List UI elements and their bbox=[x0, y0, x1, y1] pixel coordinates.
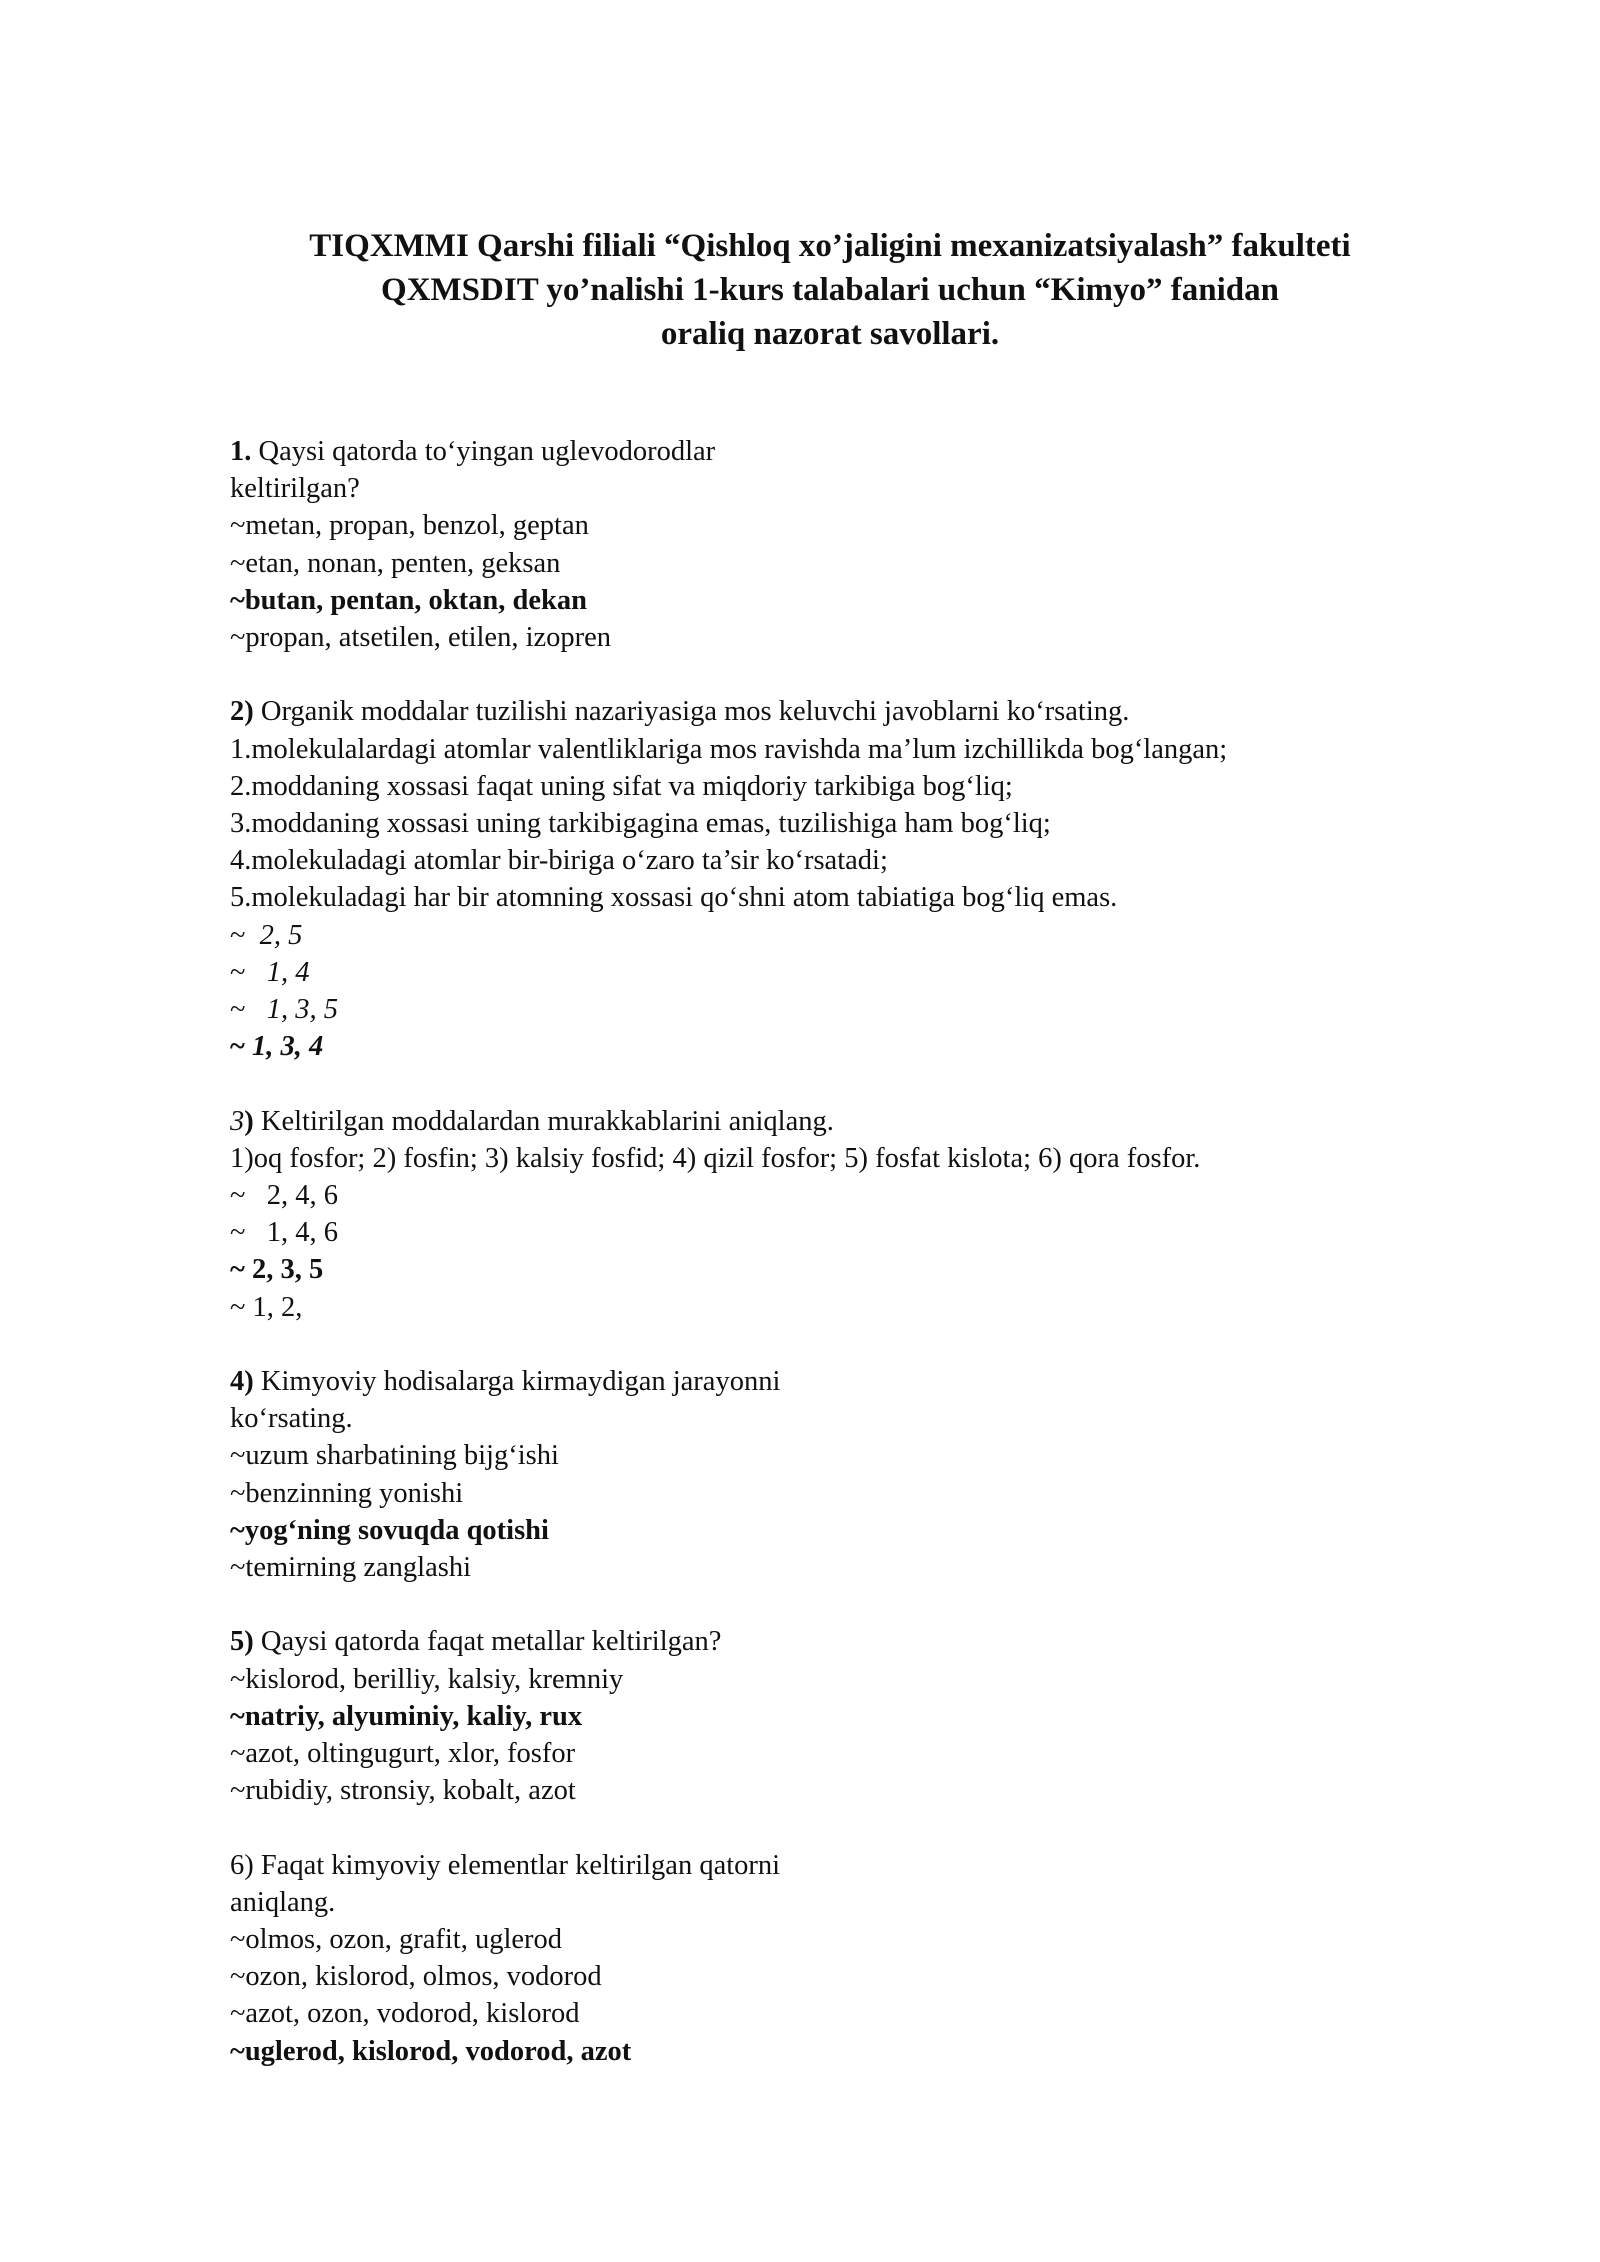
question-6-text-cont: aniqlang. bbox=[230, 1886, 336, 1918]
statement: 1.molekulalardagi atomlar valentliklariga mos ravishda ma’lum izchillikda bog‘langan; bbox=[230, 733, 1228, 765]
answer-option: ~azot, oltingugurt, xlor, fosfor bbox=[230, 1738, 576, 1770]
question-number: 5) bbox=[230, 1626, 254, 1658]
title-line-2: QXMSDIT yo’nalishi 1-kurs talabalari uchun “Kimyo” fanidan bbox=[381, 272, 1279, 308]
questions-list bbox=[230, 433, 1430, 2107]
option-tilde: ~ bbox=[230, 994, 260, 1026]
answer-option-correct: ~butan, pentan, oktan, dekan bbox=[230, 584, 587, 616]
statement: 3.moddaning xossasi uning tarkibigagina emas, tuzilishiga ham bog‘liq; bbox=[230, 808, 1051, 840]
question-6 bbox=[230, 1847, 1430, 2070]
question-3-text bbox=[230, 1103, 1430, 1140]
option-value: 1, 4 bbox=[259, 956, 310, 988]
question-number: 1. bbox=[230, 436, 252, 467]
option-tilde: ~ bbox=[230, 1031, 252, 1063]
answer-option-correct: ~natriy, alyuminiy, kaliy, rux bbox=[230, 1700, 583, 1732]
question-number: 4) bbox=[230, 1366, 254, 1398]
answer-option-correct bbox=[230, 1028, 1430, 1065]
answer-option: ~benzinning yonishi bbox=[230, 1477, 464, 1509]
question-text: Qaysi qatorda faqat metallar keltirilgan? bbox=[253, 1626, 722, 1658]
question-4-text bbox=[230, 1363, 1430, 1400]
question-text: Organik moddalar tuzilishi nazariyasiga mos keluvchi javoblarni ko‘rsating. bbox=[253, 696, 1130, 728]
answer-option: ~ 2, 4, 6 bbox=[230, 1180, 339, 1212]
answer-option: ~uzum sharbatining bijg‘ishi bbox=[230, 1440, 559, 1472]
answer-option bbox=[230, 991, 1430, 1028]
answer-option: ~rubidiy, stronsiy, kobalt, azot bbox=[230, 1775, 576, 1807]
question-number-paren: ) bbox=[244, 1105, 254, 1137]
statement: 2.moddaning xossasi faqat uning sifat va miqdoriy tarkibiga bog‘liq; bbox=[230, 770, 1013, 802]
answer-option: ~ 1, 4, 6 bbox=[230, 1217, 339, 1249]
answer-option: ~ozon, kislorod, olmos, vodorod bbox=[230, 1961, 602, 1993]
answer-option: ~ 1, 2, bbox=[230, 1291, 303, 1323]
option-value: 1, 3, 4 bbox=[251, 1031, 324, 1063]
substances-list: 1)oq fosfor; 2) fosfin; 3) kalsiy fosfid; 4) qizil fosfor; 5) fosfat kislota; 6) qora fosfor. bbox=[230, 1142, 1201, 1174]
answer-option: ~etan, nonan, penten, geksan bbox=[230, 547, 561, 579]
question-1-text bbox=[230, 433, 1430, 470]
question-4 bbox=[230, 1363, 1430, 1586]
statement: 5.molekuladagi har bir atomning xossasi qo‘shni atom tabiatiga bog‘liq emas. bbox=[230, 882, 1118, 914]
question-1 bbox=[230, 433, 1430, 656]
statement: 4.molekuladagi atomlar bir-biriga o‘zaro ta’sir ko‘rsatadi; bbox=[230, 845, 888, 877]
option-value: 2, 5 bbox=[259, 919, 303, 951]
answer-option: ~olmos, ozon, grafit, uglerod bbox=[230, 1924, 563, 1956]
question-2-text bbox=[230, 693, 1430, 730]
title-line-1: TIQXMMI Qarshi filiali “Qishloq xo’jaligini mexanizatsiyalash” fakulteti bbox=[309, 228, 1351, 264]
title-line-3: oraliq nazorat savollari. bbox=[660, 316, 1000, 352]
question-5 bbox=[230, 1623, 1430, 1809]
answer-option: ~propan, atsetilen, etilen, izopren bbox=[230, 622, 612, 654]
question-text: Kimyoviy hodisalarga kirmaydigan jarayonni bbox=[253, 1366, 781, 1398]
answer-option: ~metan, propan, benzol, geptan bbox=[230, 510, 589, 542]
option-value: 1, 3, 5 bbox=[259, 994, 339, 1026]
option-tilde: ~ bbox=[230, 956, 260, 988]
question-text: Qaysi qatorda to‘yingan uglevodorodlar bbox=[251, 436, 716, 467]
answer-option: ~kislorod, berilliy, kalsiy, kremniy bbox=[230, 1663, 624, 1695]
answer-option-correct: ~uglerod, kislorod, vodorod, azot bbox=[230, 2035, 632, 2067]
answer-option bbox=[230, 954, 1430, 991]
question-2 bbox=[230, 693, 1430, 1065]
question-5-text bbox=[230, 1623, 1430, 1660]
document-title bbox=[170, 224, 1490, 356]
question-text: Keltirilgan moddalardan murakkablarini aniqlang. bbox=[253, 1105, 834, 1137]
question-6-text: 6) Faqat kimyoviy elementlar keltirilgan qatorni bbox=[230, 1849, 781, 1881]
question-4-text-cont: ko‘rsating. bbox=[230, 1403, 353, 1435]
answer-option: ~temirning zanglashi bbox=[230, 1552, 471, 1584]
answer-option bbox=[230, 917, 1430, 954]
answer-option: ~azot, ozon, vodorod, kislorod bbox=[230, 1998, 580, 2030]
answer-option-correct: ~ 2, 3, 5 bbox=[230, 1254, 324, 1286]
question-number: 2) bbox=[230, 696, 254, 728]
question-1-text-cont: keltirilgan? bbox=[230, 473, 360, 505]
option-tilde: ~ bbox=[230, 919, 260, 951]
answer-option-correct: ~yog‘ning sovuqda qotishi bbox=[230, 1514, 549, 1546]
question-number: 3 bbox=[230, 1105, 245, 1137]
question-3 bbox=[230, 1103, 1430, 1326]
